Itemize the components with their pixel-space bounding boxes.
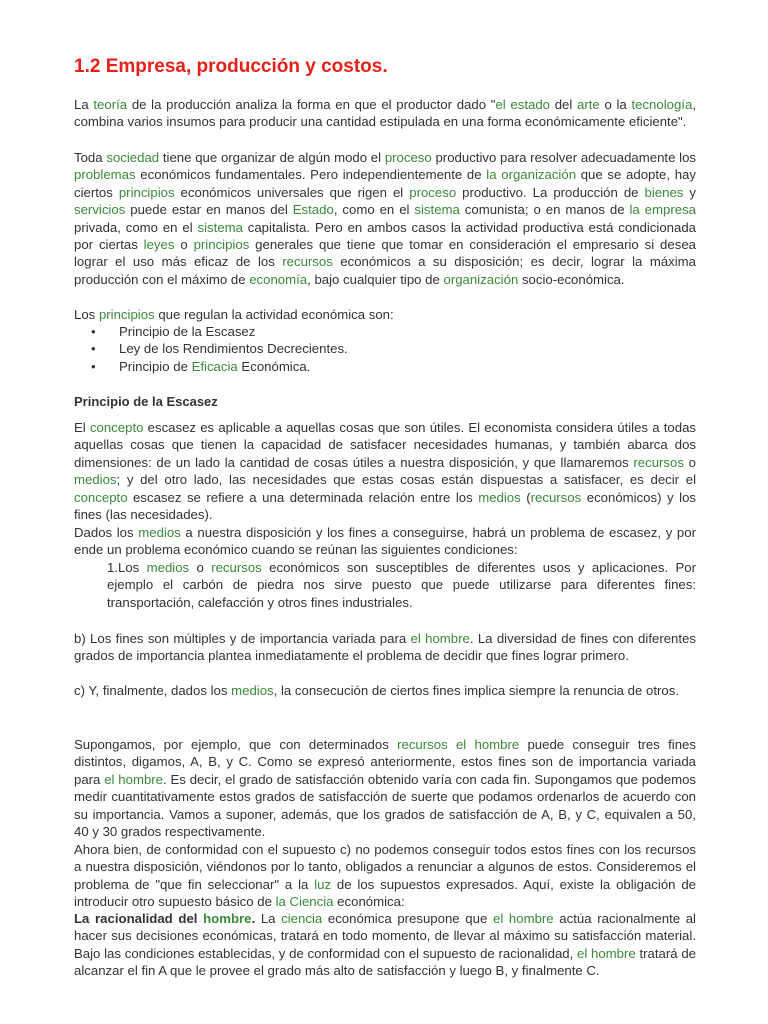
inline-link[interactable]: principios bbox=[98, 307, 155, 322]
inline-link[interactable]: medios bbox=[138, 525, 181, 540]
inline-link[interactable]: servicios bbox=[74, 202, 126, 218]
inline-link[interactable]: hombre bbox=[203, 911, 252, 926]
inline-link[interactable]: la organización bbox=[486, 167, 577, 183]
inline-link[interactable]: Eficacia bbox=[191, 358, 238, 374]
paragraph-escasez: El concepto escasez es aplicable a aquellas cosas que son útiles. El economista considera útiles a todas aquellas cosas que tienen la capacidad de satisfacer necesidades humanas, y también abarca dos dimensiones: de un lado la cantidad de cosas útiles a nuestra disposición, y que llamaremos recursos o medios; y del otro lado, las necesidades que estas cosas están dispuestas a satisfacer, es decir el concepto escasez se refiere a una determinada relación entre los medios (recursos económicos) y los fines (las necesidades). bbox=[74, 420, 697, 523]
inline-link[interactable]: luz bbox=[314, 876, 332, 892]
inline-link[interactable]: el estado bbox=[495, 97, 550, 112]
inline-link[interactable]: medios bbox=[478, 489, 521, 505]
inline-link[interactable]: la empresa bbox=[629, 202, 696, 218]
inline-link[interactable]: recursos bbox=[282, 254, 333, 270]
inline-link[interactable]: concepto bbox=[89, 420, 144, 435]
paragraph-ejemplo: Supongamos, por ejemplo, que con determinados recursos el hombre puede conseguir tres fines distintos, digamos, A, B, y C. Como se expresó anteriormente, estos fines son de importancia variada para el hombre. Es decir, el grado de satisfacción obtenido varía con cada fin. Supongamos que podemos medir cuantitativamente estos grados de satisfacción de suerte que podamos ordenarlos de acuerdo con su importancia. Vamos a suponer, además, que los grados de satisfacción de A, B, y C, equivalen a 50, 40 y 30 grados respectivamente. bbox=[74, 737, 696, 840]
principles-list bbox=[74, 323, 696, 375]
list-item-text: Ley de los Rendimientos Decrecientes. bbox=[119, 341, 348, 357]
inline-link[interactable]: proceso bbox=[409, 184, 457, 200]
inline-link[interactable]: proceso bbox=[384, 150, 432, 165]
list-item-text: Principio de Eficacia Económica. bbox=[119, 358, 311, 374]
inline-link[interactable]: recursos bbox=[397, 737, 448, 752]
list-item: 1.Los medios o recursos económicos son susceptibles de diferentes usos y aplicaciones. Por ejemplo el carbón de piedra nos sirve puesto que puede utilizarse para diferentes fines: transportación, calefacción y otros fines industriales. bbox=[107, 560, 696, 610]
inline-link[interactable]: recursos bbox=[211, 560, 262, 575]
inline-link[interactable]: teoría bbox=[93, 97, 128, 112]
paragraph-fines: b) Los fines son múltiples y de importancia variada para el hombre. La diversidad de fines con diferentes grados de importancia plantea inmediatamente el problema de decidir que fines lograr primero. bbox=[74, 631, 696, 664]
inline-link[interactable]: medios bbox=[231, 683, 274, 698]
inline-link[interactable]: medios bbox=[146, 560, 190, 575]
list-item bbox=[74, 340, 696, 357]
inline-link[interactable]: arte bbox=[577, 97, 600, 112]
inline-link[interactable]: problemas bbox=[74, 167, 136, 183]
paragraph-principios: Los principios que regulan la actividad económica son: bbox=[74, 307, 394, 322]
inline-link[interactable]: organización bbox=[443, 271, 519, 287]
paragraph-racionalidad: La racionalidad del hombre. La ciencia económica presupone que el hombre actúa racionalmente al hacer sus decisiones económicas, tratará en todo momento, de llevar al máximo su satisfacción material. Bajo las condiciones establecidas, y de conformidad con el supuesto de racionalidad, el hombre tratará de alcanzar el fin A que le provee el grado más alto de satisfacción y luego B, y finalmente C. bbox=[74, 911, 696, 979]
inline-link[interactable]: bienes bbox=[644, 184, 684, 200]
inline-link[interactable]: el hombre bbox=[577, 945, 636, 961]
inline-link[interactable]: el hombre bbox=[455, 737, 520, 752]
conditions-list bbox=[74, 559, 696, 611]
section-heading: Principio de la Escasez bbox=[74, 394, 218, 409]
inline-link[interactable]: el hombre bbox=[492, 911, 554, 926]
inline-link[interactable]: tecnología bbox=[631, 97, 693, 112]
inline-link[interactable]: Estado bbox=[292, 202, 334, 218]
list-item: • Principio de la Escasez bbox=[74, 323, 696, 340]
inline-link[interactable]: el hombre bbox=[410, 631, 470, 646]
inline-link[interactable]: el hombre bbox=[104, 771, 164, 787]
inline-link[interactable]: medios bbox=[74, 472, 117, 488]
inline-link[interactable]: recursos bbox=[633, 454, 684, 470]
inline-link[interactable]: sistema bbox=[197, 219, 243, 235]
bold-text: . bbox=[251, 911, 256, 926]
inline-link[interactable]: concepto bbox=[74, 489, 128, 505]
paragraph-organizacion: Toda sociedad tiene que organizar de algún modo el proceso productivo para resolver adecuadamente los problemas económicos fundamentales. Pero independientemente de la organización que se adopte, hay ciertos principios económicos universales que rigen el proceso productivo. La producción de bienes y servicios puede estar en manos del Estado, como en el sistema comunista; o en manos de la empresa privada, como en el sistema capitalista. Pero en ambos casos la actividad productiva está condicionada por ciertas leyes o principios generales que tiene que tomar en consideración el empresario si desea lograr el uso más eficaz de los recursos económicos a su disposición; es decir, lograr la máxima producción con el máximo de economía, bajo cualquier tipo de organización socio-económica. bbox=[74, 150, 697, 287]
inline-link[interactable]: principios bbox=[193, 237, 250, 253]
inline-link[interactable]: economía bbox=[249, 271, 308, 287]
inline-link[interactable]: sistema bbox=[414, 202, 460, 218]
list-item bbox=[74, 358, 696, 375]
page-title: 1.2 Empresa, producción y costos. bbox=[74, 56, 388, 77]
paragraph-condiciones: Dados los medios a nuestra disposición y los fines a conseguirse, habrá un problema de escasez, y por ende un problema económico cuando se reúnan las siguientes condiciones: bbox=[74, 525, 696, 558]
inline-link[interactable]: la Ciencia bbox=[275, 894, 334, 910]
inline-link[interactable]: principios bbox=[118, 184, 175, 200]
inline-link[interactable]: leyes bbox=[143, 237, 175, 253]
paragraph-supuesto: Ahora bien, de conformidad con el supuesto c) no podemos conseguir todos estos fines con los recursos a nuestra disposición, viéndonos por lo tanto, obligados a renunciar a algunos de estos. Consideremos el problema de "que fin seleccionar" a la luz de los supuestos expresados. Aquí, existe la obligación de introducir otro supuesto básico de la Ciencia económica: bbox=[74, 842, 697, 910]
inline-link[interactable]: sociedad bbox=[106, 150, 160, 165]
inline-link[interactable]: recursos bbox=[530, 489, 582, 505]
bold-text: La racionalidad del bbox=[74, 911, 204, 926]
paragraph-intro: La teoría de la producción analiza la forma en que el productor dado "el estado del arte o la tecnología, combina varios insumos para producir una cantidad estipulada en una forma económicamente eficiente". bbox=[74, 97, 696, 130]
paragraph-renuncia: c) Y, finalmente, dados los medios, la consecución de ciertos fines implica siempre la renuncia de otros. bbox=[74, 683, 679, 698]
inline-link[interactable]: ciencia bbox=[281, 911, 323, 926]
